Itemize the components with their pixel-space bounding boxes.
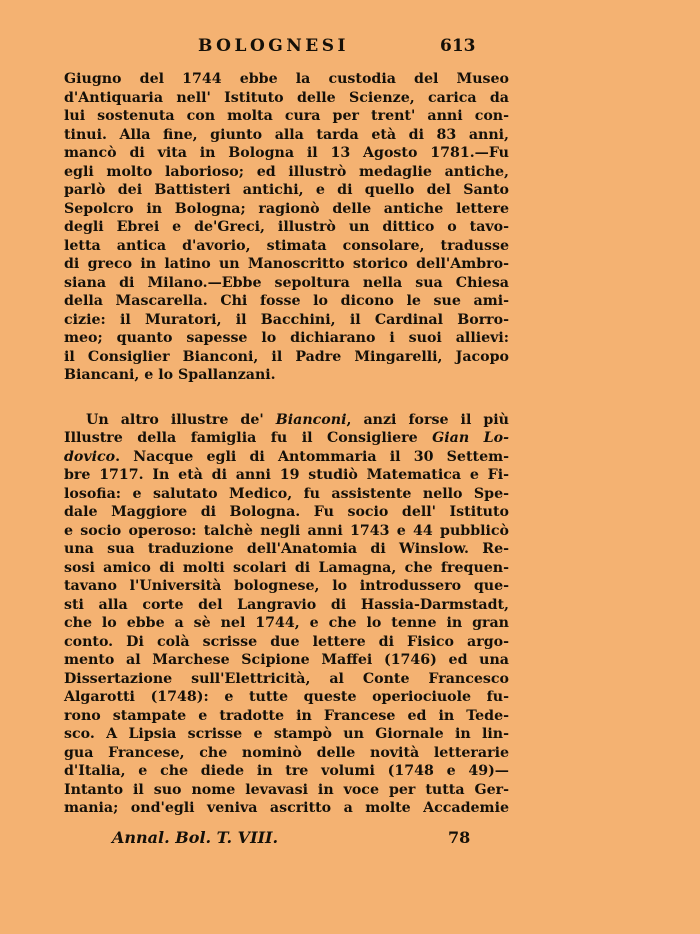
- text-line: Intanto il suo nome levavasi in voce per tutta Ger-: [64, 781, 509, 798]
- text-line: meo; quanto sapesse lo dichiarano i suoi allievi:: [64, 330, 509, 346]
- text-line: dale Maggiore di Bologna. Fu socio dell' Istituto: [64, 504, 509, 520]
- paragraph-1: [64, 70, 509, 385]
- surname-italic: Bianconi: [275, 411, 347, 428]
- text-line: [64, 429, 509, 448]
- text-line: parlò dei Battisteri antichi, e di quello del Santo: [64, 182, 509, 198]
- text-line: mancò di vita in Bologna il 13 Agosto 1781.—Fu: [64, 145, 509, 161]
- text-line: mania; ond'egli veniva ascritto a molte Accademie: [64, 800, 509, 816]
- text-line: rono stampate e tradotte in Francese ed in Tede-: [64, 707, 509, 724]
- name-italic: dovico: [64, 448, 116, 465]
- text-line: letta antica d'avorio, stimata consolare, tradusse: [64, 237, 509, 254]
- page-footer: [0, 828, 700, 852]
- text-line: tinui. Alla fine, giunto alla tarda età di 83 anni,: [64, 126, 509, 143]
- text-line: bre 1717. In età di anni 19 studiò Matematica e Fi-: [64, 467, 509, 483]
- paragraph-gap: [64, 385, 509, 411]
- text-line: d'Italia, e che diede in tre volumi (1748 e 49)—: [64, 763, 509, 779]
- text-line: lui sostenuta con molta cura per trent' anni con-: [64, 108, 509, 124]
- text-line: siana di Milano.—Ebbe sepoltura nella sua Chiesa: [64, 274, 509, 291]
- page-number: 613: [440, 36, 476, 56]
- text-run: Un altro illustre de': [86, 411, 276, 428]
- text-line: Giugno del 1744 ebbe la custodia del Museo: [64, 71, 509, 87]
- text-line: che lo ebbe a sè nel 1744, e che lo tenne in gran: [64, 615, 509, 631]
- text-line: della Mascarella. Chi fosse lo dicono le sue ami-: [64, 293, 509, 309]
- text-line: degli Ebrei e de'Greci, illustrò un dittico o tavo-: [64, 219, 509, 235]
- body-text: [64, 70, 509, 818]
- text-line: e socio operoso: talchè negli anni 1743 e 44 pubblicò: [64, 522, 509, 539]
- text-line: il Consiglier Bianconi, il Padre Mingarelli, Jacopo: [64, 348, 509, 365]
- text-line: losofia: e salutato Medico, fu assistente nello Spe-: [64, 485, 509, 502]
- text-line: sco. A Lipsia scrisse e stampò un Giornale in lin-: [64, 726, 509, 742]
- paragraph-2: [64, 411, 509, 818]
- text-run: , anzi forse il più: [346, 411, 509, 428]
- name-italic: Gian Lo-: [432, 430, 509, 446]
- text-line: [64, 448, 509, 467]
- text-run: . Nacque egli di Antommaria il 30 Settem-: [115, 448, 509, 465]
- text-line: Sepolcro in Bologna; ragionò delle antiche lettere: [64, 200, 509, 217]
- text-line: d'Antiquaria nell' Istituto delle Scienze, carica da: [64, 89, 509, 106]
- text-line: tavano l'Università bolognese, lo introdussero que-: [64, 578, 509, 594]
- text-line: mento al Marchese Scipione Maffei (1746) ed una: [64, 652, 509, 668]
- text-line: di greco in latino un Manoscritto storico dell'Ambro-: [64, 256, 509, 272]
- text-line: Biancani, e lo Spallanzani.: [64, 367, 276, 383]
- running-title: BOLOGNESI: [198, 36, 349, 56]
- text-run: Illustre della famiglia fu il Consigliere: [64, 430, 433, 446]
- sheet-number: 78: [448, 828, 471, 847]
- text-line: Algarotti (1748): e tutte queste operiociuole fu-: [64, 689, 509, 705]
- text-line: [64, 411, 509, 430]
- text-line: Dissertazione sull'Elettricità, al Conte Francesco: [64, 670, 509, 687]
- volume-signature: Annal. Bol. T. VIII.: [112, 828, 279, 847]
- text-line: una sua traduzione dell'Anatomia di Winslow. Re-: [64, 541, 509, 557]
- text-line: gua Francese, che nominò delle novità letterarie: [64, 744, 509, 761]
- text-line: egli molto laborioso; ed illustrò medaglie antiche,: [64, 163, 509, 180]
- text-line: sosi amico di molti scolari di Lamagna, che frequen-: [64, 559, 509, 576]
- text-line: cizie: il Muratori, il Bacchini, il Cardinal Borro-: [64, 311, 509, 328]
- text-line: sti alla corte del Langravio di Hassia-Darmstadt,: [64, 596, 509, 613]
- text-line: conto. Di colà scrisse due lettere di Fisico argo-: [64, 633, 509, 650]
- page-header: [0, 36, 700, 60]
